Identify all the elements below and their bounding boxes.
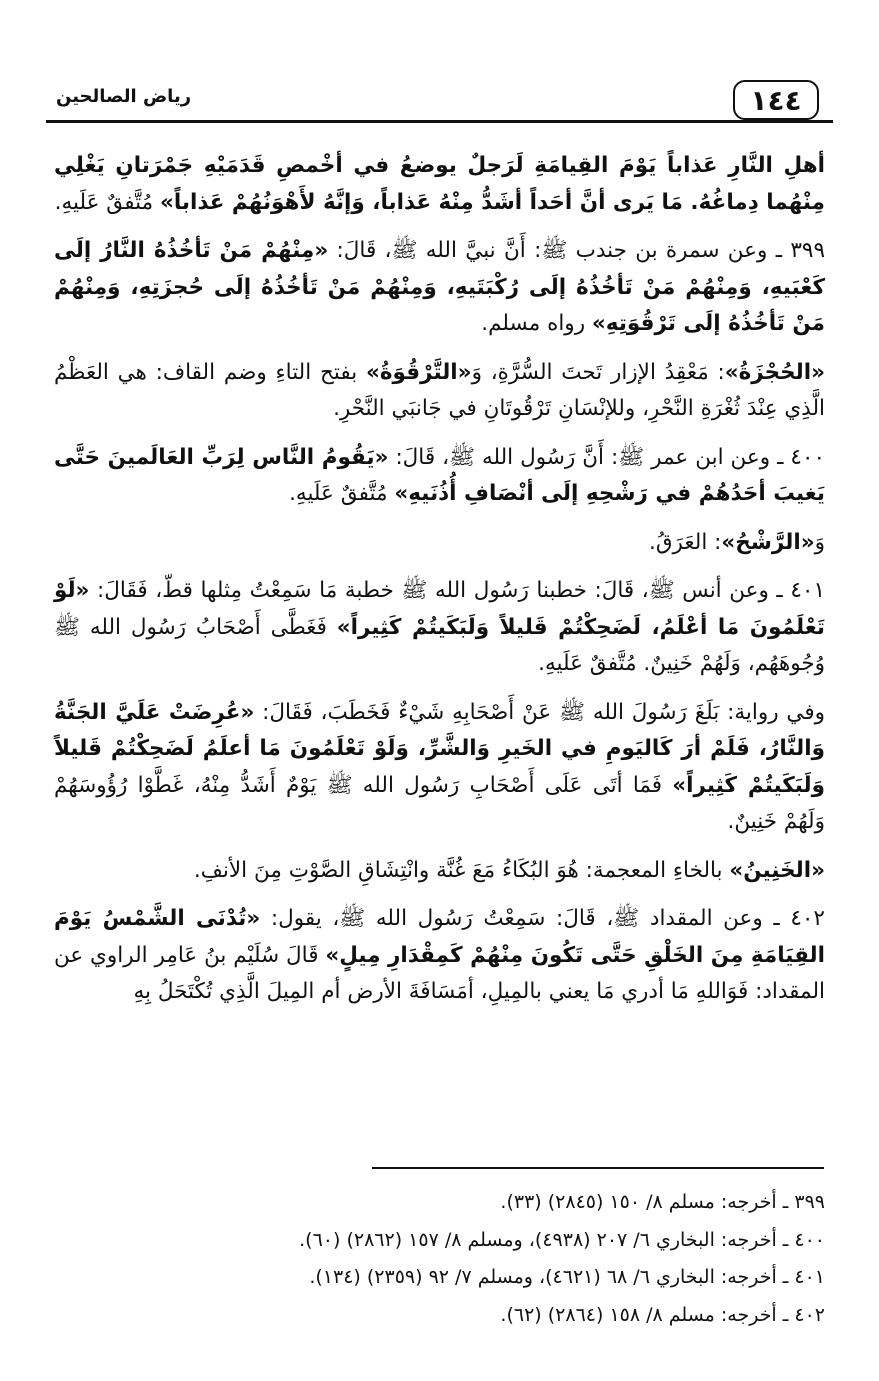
text-run: مُتَّفقٌ عَلَيهِ.: [54, 189, 160, 215]
text-run: «الرَّشْحُ»: [721, 529, 815, 555]
explanation-400: [54, 525, 825, 562]
hadith-401-narration: [54, 695, 825, 841]
explanation-401: [54, 853, 825, 890]
text-run: قَالَ سُلَيْم بنُ عَامِر الراوي عن المقداد: فَوَاللهِ مَا أدري مَا يعني بالمِيلِ، أمَسَافَةَ الأرض أم المِيلَ الَّذِي تُكْتَحَلُ بِهِ: [54, 942, 825, 1004]
text-run: وفي رواية: بَلَغَ رَسُولَ الله ﷺ عَنْ أَصْحَابِهِ شَيْءٌ فَخَطَبَ، فَقَالَ:: [254, 699, 825, 725]
text-run: «الخَنِينُ»: [729, 857, 825, 883]
paragraph-continuation: [54, 148, 825, 221]
text-run: فَمَا أتَى عَلَى أَصْحَابِ رَسُول الله ﷺ يَوْمٌ أَشَدُّ مِنْهُ، غَطَّوْا رُؤُوسَهُمْ وَلَهُمْ خَنِينٌ.: [54, 772, 825, 834]
footnote-rule: [372, 1167, 824, 1169]
hadith-402: [54, 901, 825, 1011]
footnote-402: ٤٠٢ ـ أخرجه: مسلم ٨/ ١٥٨ (٢٨٦٤) (٦٢).: [500, 1303, 825, 1326]
page-number: ١٤٤: [733, 80, 819, 120]
book-title: رياض الصالحين: [56, 86, 192, 107]
hadith-399: [54, 233, 825, 343]
text-run: «يَقُومُ النَّاس لِرَبِّ العَالَمينَ حَتَّى يَغيبَ أحَدُهُمْ في رَشْحِهِ إلَى أنْصَافِ أُذُنَيهِ»: [54, 444, 825, 506]
text-run: أهلِ النَّارِ عَذاباً يَوْمَ القِيامَةِ لَرَجلٌ يوضعُ في أخْمصِ قَدَمَيْهِ جَمْرَتانِ يَغْلِي مِنْهُما دِماغُهُ. مَا يَرى أنَّ أحَداً أشَدُّ مِنْهُ عَذاباً، وَإنَّهُ لأَهْوَنُهُمْ عَذاباً»: [54, 153, 825, 215]
text-run: بفتح التاءِ وضم القاف: هي العَظْمُ الَّذِي عِنْدَ ثُغْرَةِ النَّحْرِ، وللإنْسَانِ تَرْقُوتَانِ في جَانبَي النَّحْرِ.: [54, 359, 825, 421]
footnote-401: ٤٠١ ـ أخرجه: البخاري ٦/ ٦٨ (٤٦٢١)، ومسلم ٧/ ٩٢ (٢٣٥٩) (١٣٤).: [309, 1266, 825, 1288]
hadith-401: [54, 573, 825, 683]
text-run: «مِنْهُمْ مَنْ تَأخُذُهُ النَّارُ إلَى كَعْبَيهِ، وَمِنْهُمْ مَنْ تَأخُذُهُ إلَى رُكْبَتَيهِ، وَمِنْهُمْ مَنْ تَأخُذُهُ إلَى حُجزَتِهِ، وَمِنْهُمْ مَنْ تَأخُذُهُ إلَى تَرْقُوَتِهِ»: [54, 238, 825, 336]
text-run: «تُدْنَى الشَّمْسُ يَوْمَ القِيَامَةِ مِنَ الخَلْقِ حَتَّى تَكُونَ مِنْهُمْ كَمِقْدَارِ مِيلٍ»: [54, 906, 825, 968]
text-run: مُتَّفقٌ عَلَيهِ.: [289, 481, 395, 506]
text-run: ٤٠٠ ـ وعن ابن عمر ﷺ: أَنَّ رَسُول الله ﷺ، قَالَ:: [388, 444, 826, 470]
text-run: «الحُجْزَةُ»: [724, 359, 825, 385]
footnote-400: ٤٠٠ ـ أخرجه: البخاري ٦/ ٢٠٧ (٤٩٣٨)، ومسلم ٨/ ١٥٧ (٢٨٦٢) (٦٠).: [299, 1228, 825, 1251]
footnote-399: ٣٩٩ ـ أخرجه: مسلم ٨/ ١٥٠ (٢٨٤٥) (٣٣).: [500, 1191, 825, 1213]
text-run: : العَرَقُ.: [649, 529, 722, 555]
text-run: ٤٠١ ـ وعن أنس ﷺ، قَالَ: خطبنا رَسُول الله ﷺ خطبة مَا سَمِعْتُ مِثلها قطّ، فَقَالَ:: [89, 578, 825, 603]
header-rule: [46, 120, 833, 123]
text-run: وَ: [814, 529, 825, 555]
explanation-399: [54, 355, 825, 428]
text-run: ٤٠٢ ـ وعن المقداد ﷺ، قَالَ: سَمِعْتُ رَسُول الله ﷺ، يقول:: [260, 906, 825, 931]
main-text: [54, 148, 825, 1023]
text-run: فَغَطَّى أَصْحَابُ رَسُول الله ﷺ وُجُوهَهُم، وَلَهُمْ خَنِينٌ. مُتَّفقٌ عَلَيهِ.: [54, 614, 825, 676]
text-run: «التَّرْقُوَةُ»: [365, 359, 472, 385]
hadith-400: [54, 440, 825, 513]
text-run: بالخاءِ المعجمة: هُوَ البُكَاءُ مَعَ غُنَّة وانْتِشَاقِ الصَّوْتِ مِنَ الأنفِ.: [193, 857, 730, 883]
page-header: [46, 78, 833, 118]
text-run: : مَعْقِدُ الإزار تَحتَ السُّرَّةِ، وَ: [471, 359, 725, 385]
footnotes: [54, 1184, 825, 1334]
text-run: رواه مسلم.: [481, 311, 592, 336]
text-run: «عُرِضَتْ عَلَيَّ الجَنَّةُ وَالنَّارُ، فَلَمْ أرَ كَاليَومِ في الخَيرِ وَالشَّرِّ، وَلَوْ تَعْلَمُونَ مَا أعلَمُ لَضَحِكْتُمْ قَليلاً وَلَبَكَيتُمْ كَثِيراً»: [54, 699, 825, 798]
text-run: «لَوْ تَعْلَمُونَ مَا أعْلَمُ، لَضَحِكْتُمْ قَليلاً وَلَبَكَيتُمْ كَثِيراً»: [54, 578, 825, 640]
text-run: ٣٩٩ ـ وعن سمرة بن جندب ﷺ: أَنَّ نبيَّ الله ﷺ، قَالَ:: [328, 238, 825, 263]
